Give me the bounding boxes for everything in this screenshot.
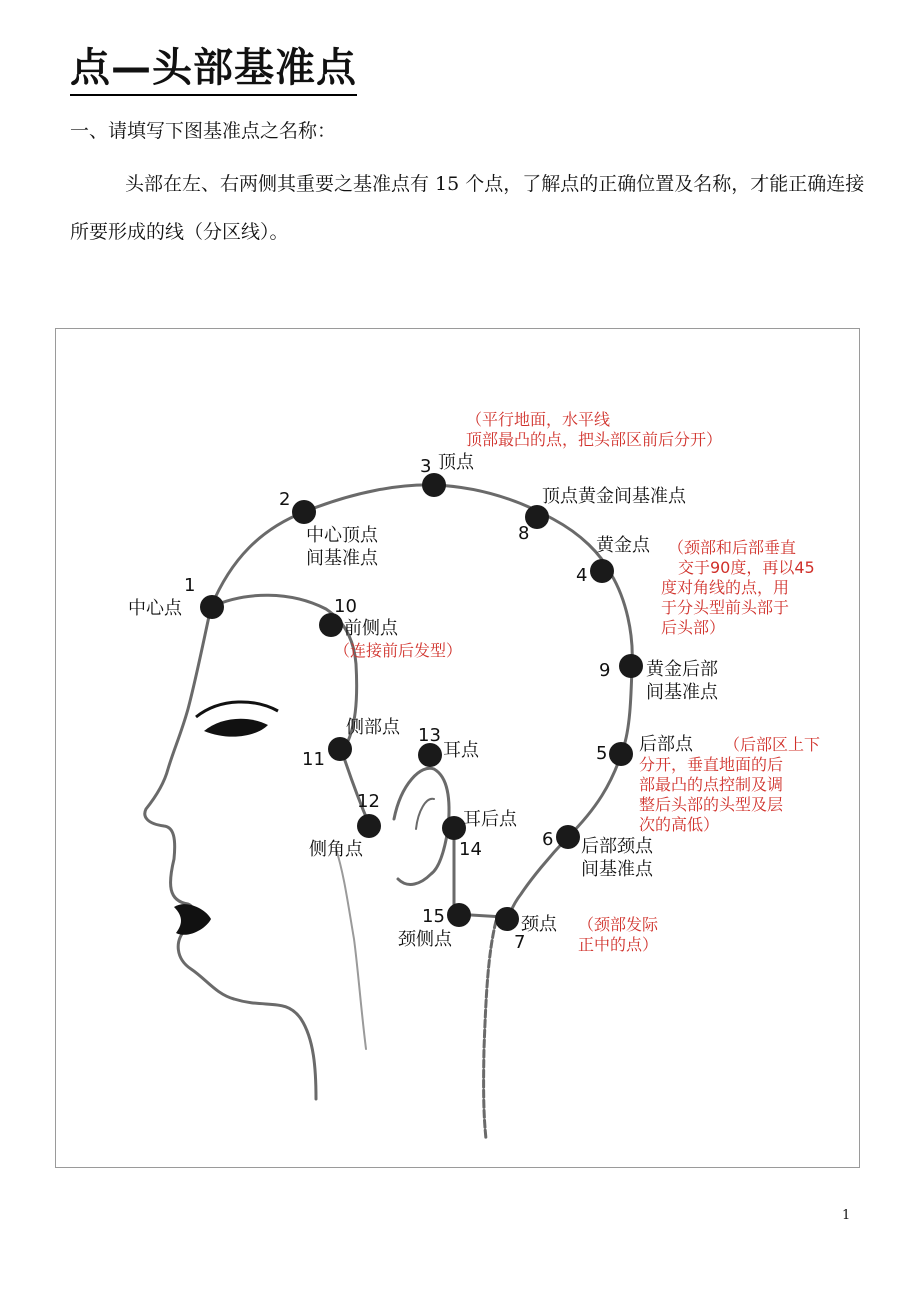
page-number: 1 xyxy=(842,1208,851,1223)
point-3-label: 顶点 xyxy=(438,452,474,473)
point-2 xyxy=(292,500,316,524)
point-12 xyxy=(357,814,381,838)
point-15 xyxy=(447,903,471,927)
point-14-label: 耳后点 xyxy=(463,809,517,830)
point-10-label: 前侧点 xyxy=(344,618,398,639)
point-4-note-line5: 后头部） xyxy=(661,618,726,637)
point-15-label: 颈侧点 xyxy=(398,929,452,950)
point-9-label-line1: 黄金后部 xyxy=(646,659,718,680)
point-9 xyxy=(619,654,643,678)
lips xyxy=(174,904,211,935)
point-2-label-line2: 间基准点 xyxy=(306,548,378,569)
point-5-note-line5: 次的高低） xyxy=(639,815,720,834)
point-7-note-line2: 正中的点） xyxy=(578,935,659,954)
point-13-number: 13 xyxy=(418,725,441,746)
point-4-note-line2: 交于90度，再以45 xyxy=(678,558,815,577)
point-7-label: 颈点 xyxy=(521,914,557,935)
point-4-note-line4: 于分头型前头部于 xyxy=(661,598,790,617)
point-5 xyxy=(609,742,633,766)
point-7-number: 7 xyxy=(514,932,526,953)
point-10-number: 10 xyxy=(334,596,357,617)
point-5-note-line1: （后部区上下 xyxy=(724,735,821,754)
point-9-number: 9 xyxy=(599,660,611,681)
page-title: 点—头部基准点 xyxy=(70,42,357,96)
point-14-number: 14 xyxy=(459,839,482,860)
point-15-number: 15 xyxy=(422,906,445,927)
point-8-number: 8 xyxy=(518,523,530,544)
point-1 xyxy=(200,595,224,619)
point-5-label: 后部点 xyxy=(639,734,693,755)
point-5-number: 5 xyxy=(596,743,608,764)
point-13 xyxy=(418,743,442,767)
intro-paragraph: 头部在左、右两侧其重要之基准点有 15 个点，了解点的正确位置及名称，才能正确连接所要形成的线（分区线）。 xyxy=(70,173,865,243)
point-1-number: 1 xyxy=(184,575,196,596)
point-5-note-line2: 分开，垂直地面的后 xyxy=(639,755,784,774)
point-3-note-line2: 顶部最凸的点，把头部区前后分开） xyxy=(466,430,723,449)
section-heading: 一、请填写下图基准点之名称： xyxy=(70,120,337,142)
point-7-note-line1: （颈部发际 xyxy=(578,915,659,934)
point-13-label: 耳点 xyxy=(443,740,479,761)
point-6-label-line2: 间基准点 xyxy=(581,859,653,880)
point-6 xyxy=(556,825,580,849)
point-4-note-line3: 度对角线的点，用 xyxy=(661,578,790,597)
point-1-label: 中心点 xyxy=(128,598,182,619)
head-diagram xyxy=(55,328,860,1168)
point-2-label-line1: 中心顶点 xyxy=(306,525,378,546)
point-4-note-line1: （颈部和后部垂直 xyxy=(668,538,797,557)
point-5-note-line4: 整后头部的头型及层 xyxy=(639,795,784,814)
point-8-label: 顶点黄金间基准点 xyxy=(542,486,686,507)
point-4-number: 4 xyxy=(576,565,588,586)
point-12-number: 12 xyxy=(357,791,380,812)
point-12-label: 侧角点 xyxy=(309,839,363,860)
head-outline xyxy=(145,485,633,1139)
point-2-number: 2 xyxy=(279,489,291,510)
point-9-label-line2: 间基准点 xyxy=(646,682,718,703)
point-3-note-line1: （平行地面，水平线 xyxy=(466,410,611,429)
head-diagram-svg xyxy=(56,329,861,1169)
point-11-number: 11 xyxy=(302,749,325,770)
point-3-number: 3 xyxy=(420,456,432,477)
point-4-label: 黄金点 xyxy=(596,535,650,556)
point-7 xyxy=(495,907,519,931)
reference-points xyxy=(200,473,643,931)
point-6-number: 6 xyxy=(542,829,554,850)
point-11-label: 侧部点 xyxy=(346,717,400,738)
point-4 xyxy=(590,559,614,583)
point-10-note: （连接前后发型） xyxy=(334,641,463,660)
point-5-note-line3: 部最凸的点控制及调 xyxy=(639,775,784,794)
point-11 xyxy=(328,737,352,761)
point-6-label-line1: 后部颈点 xyxy=(581,836,653,857)
eye xyxy=(196,702,278,737)
